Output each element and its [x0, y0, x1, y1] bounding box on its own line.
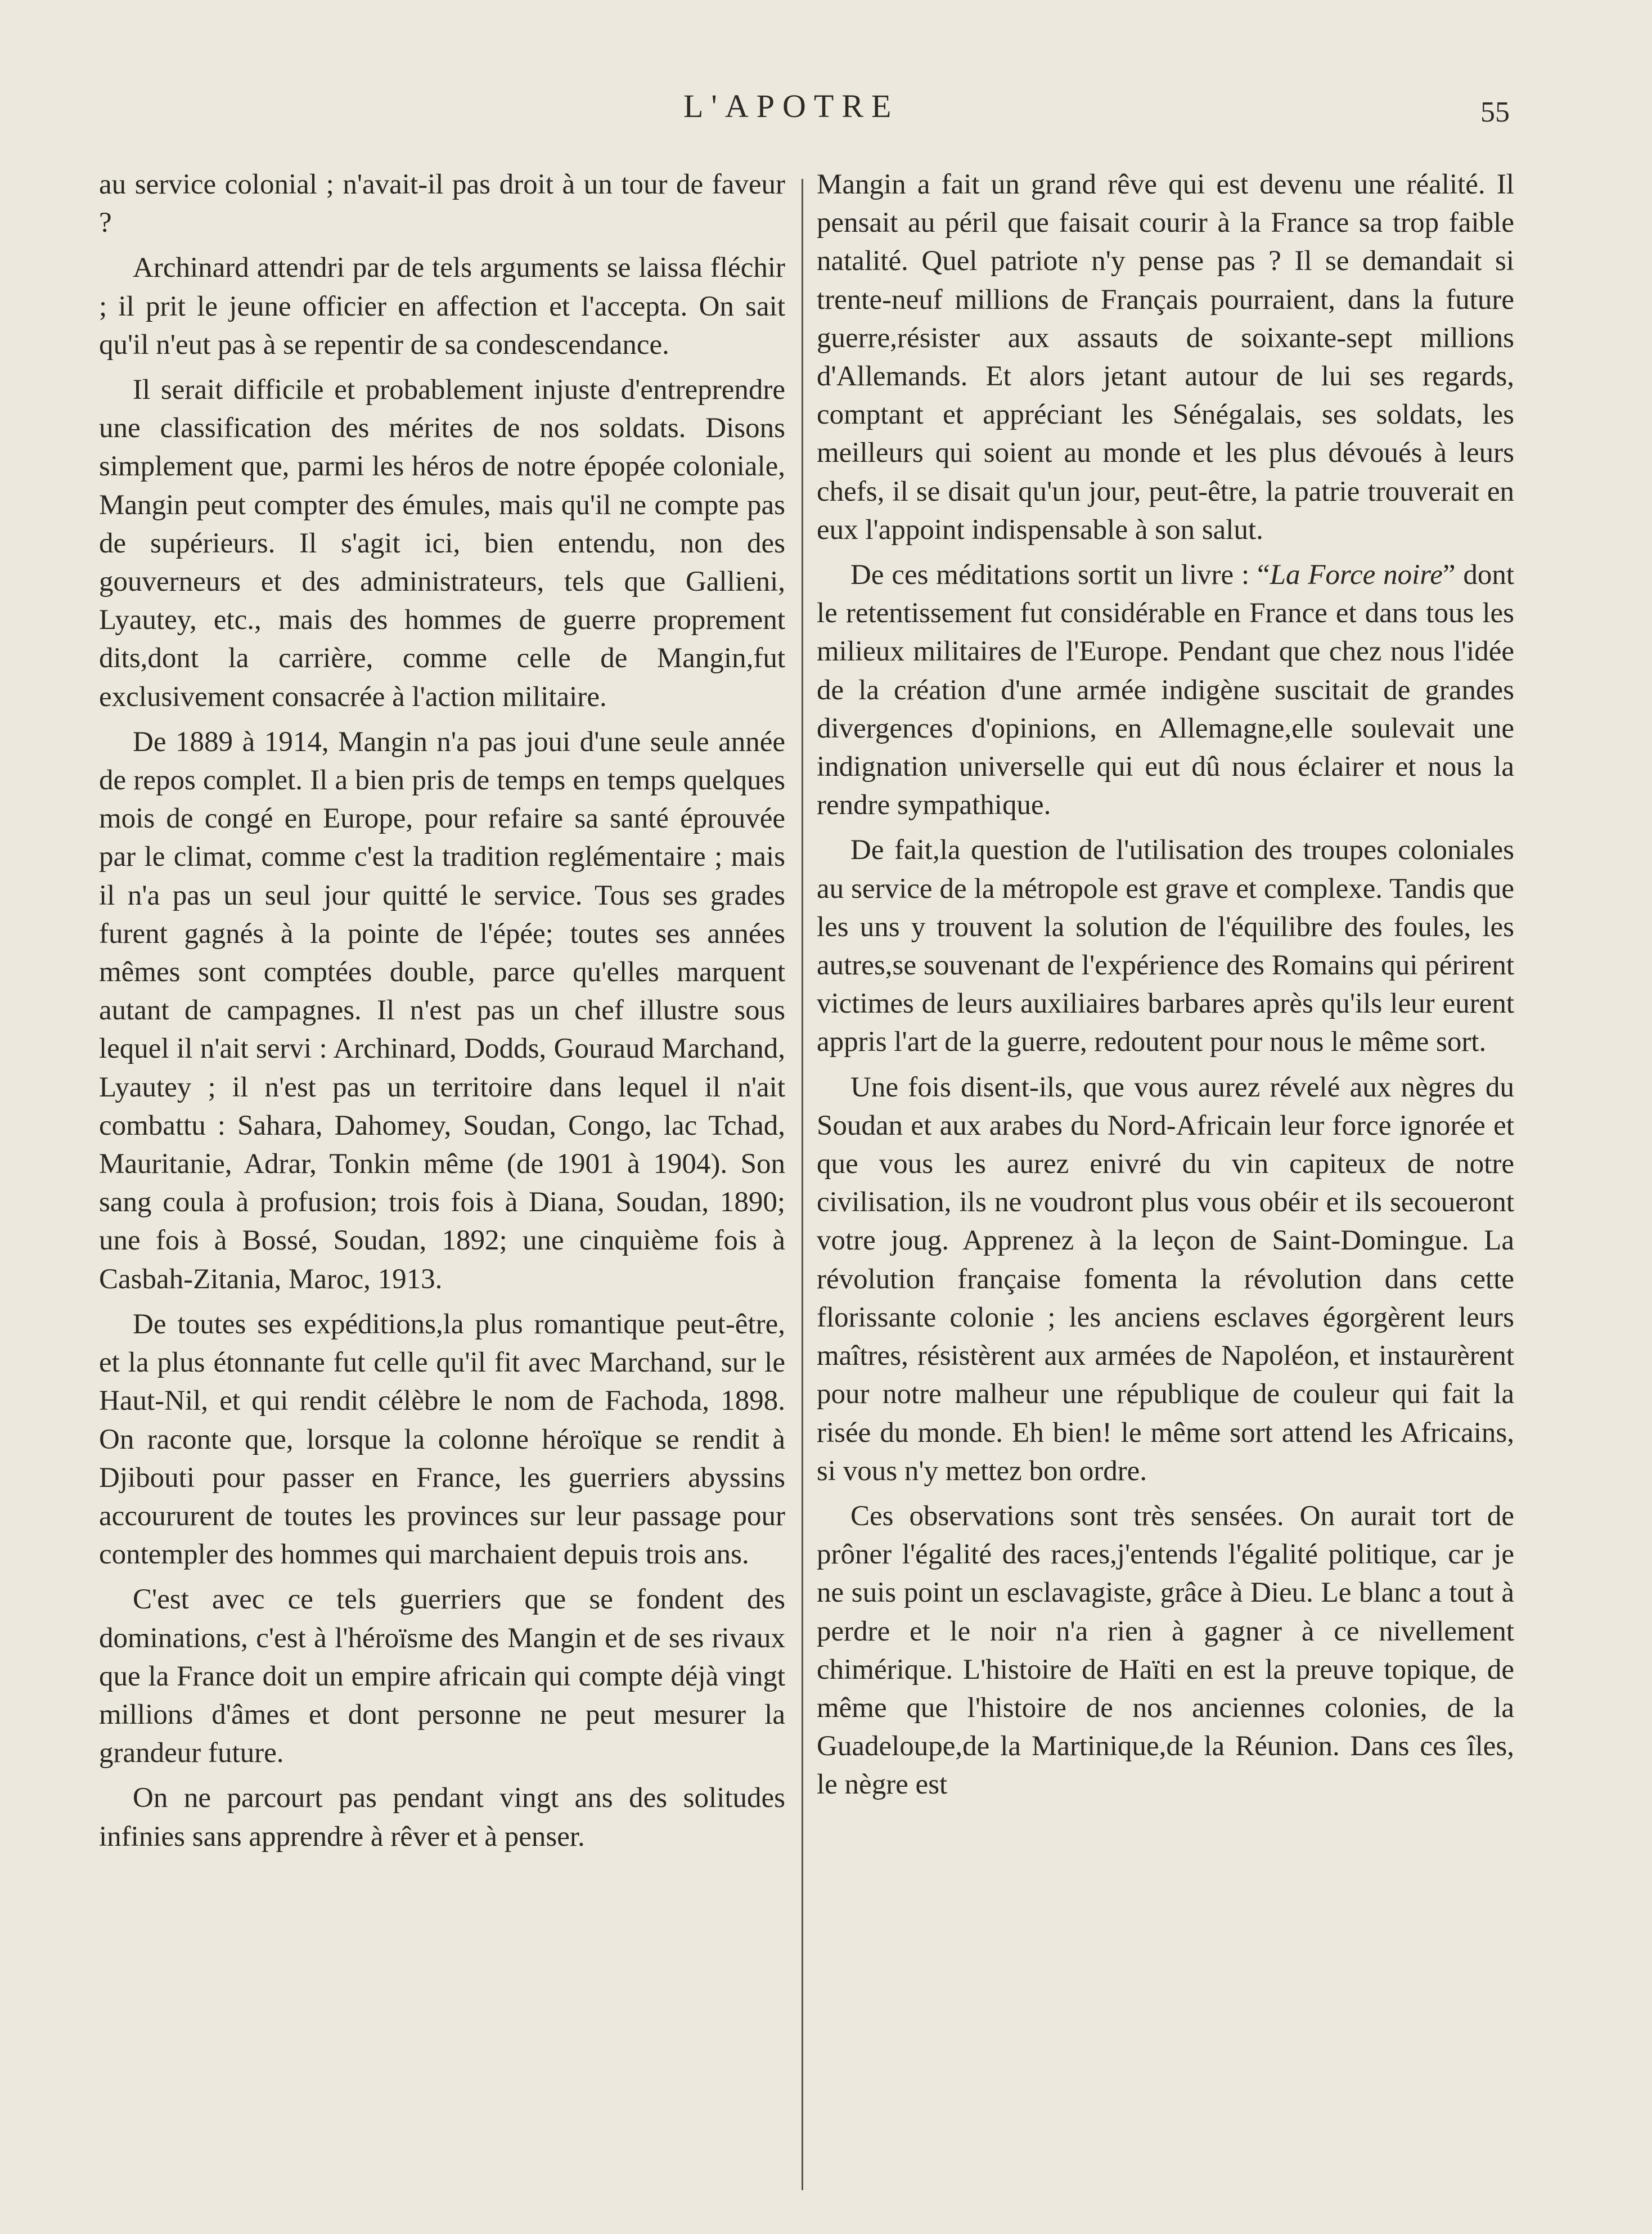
page-number: 55 — [1480, 96, 1510, 128]
paragraph: Archinard attendri par de tels arguments se laissa fléchir ; il prit le jeune officier en affection et l'accepta. On sait qu'il n'eut pas à se repentir de sa condescendance. — [99, 252, 785, 361]
paragraph: au service colonial ; n'avait-il pas droit à un tour de faveur ? — [99, 169, 785, 239]
paragraph: Ces observations sont très sensées. On aurait tort de prôner l'égalité des races,j'entends l'égalité politique, car je ne suis point un esclavagiste, grâce à Dieu. Le blanc a tout à perdre et le noir n'a rien à gagner à ce nivellement chimérique. L'histoire de Haïti en est la preuve topique, de même que l'histoire de nos anciennes colonies, de la Guadeloupe,de la Martinique,de la Réunion. Dans ces îles, le nègre est — [817, 1500, 1514, 1801]
paragraph: C'est avec ce tels guerriers que se fondent des dominations, c'est à l'héroïsme des Mangin et de ses rivaux que la France doit un empire africain qui compte déjà vingt millions d'âmes et dont personne ne peut mesurer la grandeur future. — [99, 1584, 785, 1769]
paragraph-text: De ces méditations sortit un livre : “ — [850, 559, 1270, 591]
book-title: La Force noire — [1270, 559, 1443, 591]
paragraph: On ne parcourt pas pendant vingt ans des solitudes infinies sans apprendre à rêver et à penser. — [99, 1782, 785, 1853]
paragraph — [817, 556, 1514, 824]
running-title: L'APOTRE — [683, 88, 899, 124]
paragraph: Une fois disent-ils, que vous aurez révelé aux nègres du Soudan et aux arabes du Nord-Africain leur force ignorée et que vous les aurez enivré du vin capiteux de notre civilisation, ils ne voudront plus vous obéir et ils secoueront votre joug. Apprenez à la leçon de Saint-Domingue. La révolution française fomenta la révolution dans cette florissante colonie ; les anciens esclaves égorgèrent leurs maîtres, résistèrent aux armées de Napoléon, et instaurèrent pour notre malheur une république de couleur qui fait la risée du monde. Eh bien! le même sort attend les Africains, si vous n'y mettez bon ordre. — [817, 1071, 1514, 1487]
paragraph: De toutes ses expéditions,la plus romantique peut-être, et la plus étonnante fut celle qu'il fit avec Marchand, sur le Haut-Nil, et qui rendit célèbre le nom de Fachoda, 1898. On raconte que, lorsque la colonne héroïque se rendit à Djibouti pour passer en France, les guerriers abyssins accoururent de toutes les provinces sur leur passage pour contempler des hommes qui marchaient depuis trois ans. — [99, 1308, 785, 1571]
paragraph: Mangin a fait un grand rêve qui est devenu une réalité. Il pensait au péril que faisait courir à la France sa trop faible natalité. Quel patriote n'y pense pas ? Il se demandait si trente-neuf millions de Français pourraient, dans la future guerre,résister aux assauts de soixante-sept millions d'Allemands. Et alors jetant autour de lui ses regards, comptant et appréciant les Sénégalais, ses soldats, les meilleurs qui soient au monde et les plus dévoués à leurs chefs, il se disait qu'un jour, peut-être, la patrie trouverait en eux l'appoint indispensable à son salut. — [817, 169, 1514, 546]
right-column — [817, 165, 1514, 1811]
paragraph: De fait,la question de l'utilisation des troupes coloniales au service de la métropole est grave et complexe. Tandis que les uns y trouvent la solution de l'équilibre des foules, les autres,se souvenant de l'expérience des Romains qui périrent victimes de leurs auxiliaires barbares après qu'ils leur eurent appris l'art de la guerre, redoutent pour nous le même sort. — [817, 834, 1514, 1058]
paragraph: Il serait difficile et probablement injuste d'entreprendre une classification des mérites de nos soldats. Disons simplement que, parmi les héros de notre épopée coloniale, Mangin peut compter des émules, mais qu'il ne compte pas de supérieurs. Il s'agit ici, bien entendu, non des gouverneurs et des administrateurs, tels que Gallieni, Lyautey, etc., mais des hommes de guerre proprement dits,dont la carrière, comme celle de Mangin,fut exclusivement consacrée à l'action militaire. — [99, 374, 785, 713]
paragraph-text: ” dont le retentissement fut considérable en France et dans tous les milieux militaires de l'Europe. Pendant que chez nous l'idée de la création d'une armée indigène suscitait de grandes divergences d'opinions, en Allemagne,elle soulevait une indignation universelle qui eut dû nous éclairer et nous la rendre sympathique. — [817, 559, 1515, 821]
column-divider — [802, 179, 803, 2190]
left-column — [99, 165, 785, 1863]
paragraph: De 1889 à 1914, Mangin n'a pas joui d'une seule année de repos complet. Il a bien pris de temps en temps quelques mois de congé en Europe, pour refaire sa santé éprouvée par le climat, comme c'est la tradition reglémentaire ; mais il n'a pas un seul jour quitté le service. Tous ses grades furent gagnés à la pointe de l'épée; toutes ses années mêmes sont comptées double, parce qu'elles marquent autant de campagnes. Il n'est pas un chef illustre sous lequel il n'ait servi : Archinard, Dodds, Gouraud Marchand, Lyautey ; il n'est pas un territoire dans lequel il n'ait combattu : Sahara, Dahomey, Soudan, Congo, lac Tchad, Mauritanie, Adrar, Tonkin même (de 1901 à 1904). Son sang coula à profusion; trois fois à Diana, Soudan, 1890; une fois à Bossé, Soudan, 1892; une cinquième fois à Casbah-Zitania, Maroc, 1913. — [99, 726, 785, 1295]
